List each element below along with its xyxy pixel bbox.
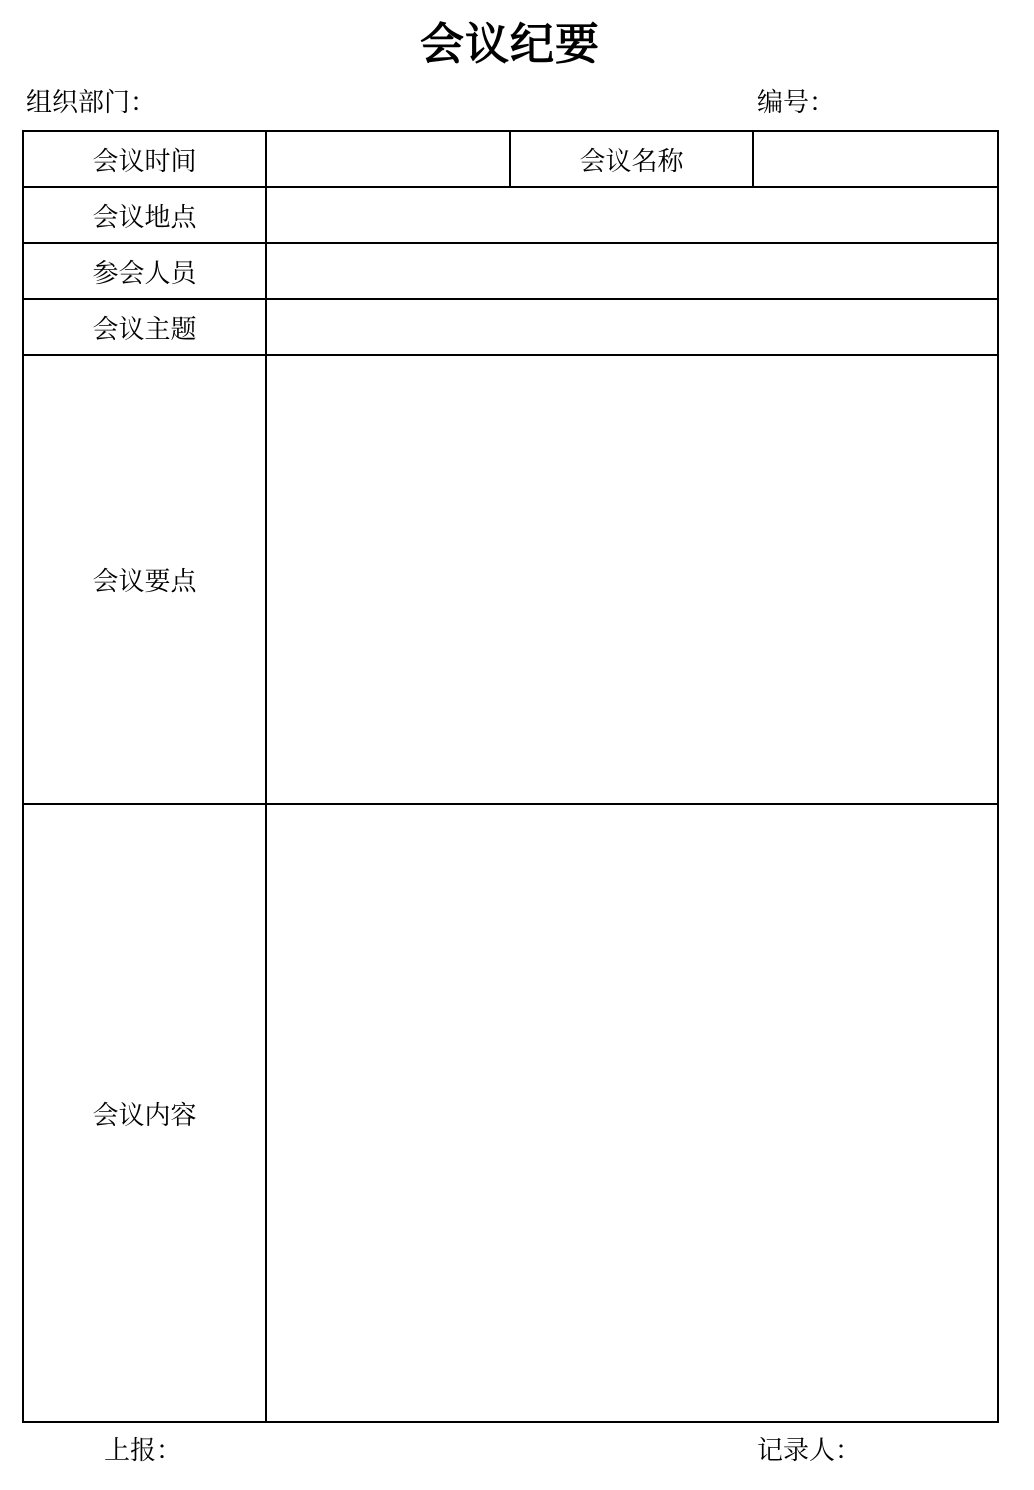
row-attendees bbox=[23, 243, 998, 299]
page-title: 会议纪要 bbox=[420, 19, 600, 70]
key-points-field[interactable] bbox=[266, 355, 998, 804]
key-points-label: 会议要点 bbox=[23, 355, 266, 804]
attendees-label: 参会人员 bbox=[23, 243, 266, 299]
meeting-name-label: 会议名称 bbox=[510, 131, 753, 187]
meeting-content-field[interactable] bbox=[266, 804, 998, 1422]
meeting-time-field[interactable] bbox=[266, 131, 510, 187]
minutes-form-table bbox=[22, 130, 999, 1423]
row-content bbox=[23, 804, 998, 1422]
meeting-name-field[interactable] bbox=[753, 131, 998, 187]
meeting-location-label: 会议地点 bbox=[23, 187, 266, 243]
row-location bbox=[23, 187, 998, 243]
meeting-location-field[interactable] bbox=[266, 187, 998, 243]
attendees-field[interactable] bbox=[266, 243, 998, 299]
recorder-label: 记录人： bbox=[757, 1436, 862, 1466]
number-label: 编号： bbox=[757, 88, 836, 118]
meeting-time-label: 会议时间 bbox=[23, 131, 266, 187]
report-label: 上报： bbox=[104, 1436, 183, 1466]
meeting-topic-field[interactable] bbox=[266, 299, 998, 355]
meeting-content-label: 会议内容 bbox=[23, 804, 266, 1422]
department-label: 组织部门： bbox=[26, 88, 157, 118]
meeting-topic-label: 会议主题 bbox=[23, 299, 266, 355]
row-topic bbox=[23, 299, 998, 355]
row-key-points bbox=[23, 355, 998, 804]
row-time-name bbox=[23, 131, 998, 187]
